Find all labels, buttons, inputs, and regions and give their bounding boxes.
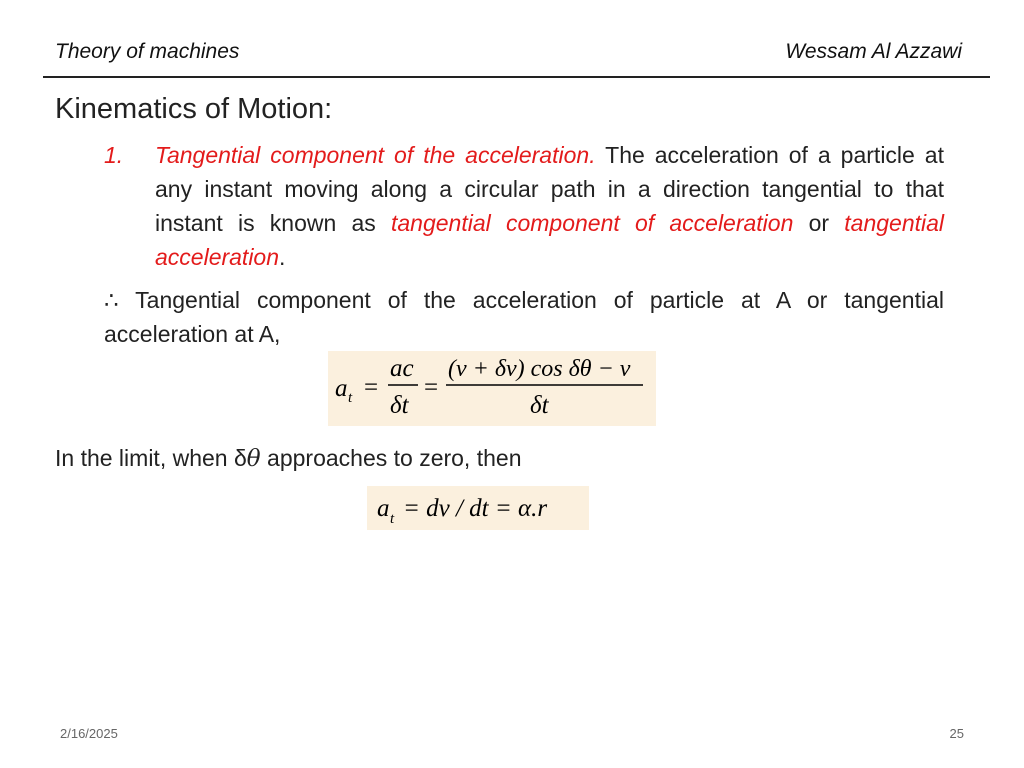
f1-eq2: = — [424, 374, 439, 401]
formula1-graphic — [328, 351, 656, 426]
f1-t: t — [348, 390, 353, 406]
course-title: Theory of machines — [55, 40, 240, 63]
limit-text — [55, 441, 521, 476]
slide-title: Kinematics of Motion: — [55, 93, 333, 125]
author-name: Wessam Al Azzawi — [785, 40, 962, 63]
f1-numerator: (v + δv) cos δθ − v — [448, 356, 631, 382]
tangential-acceleration-formula — [328, 351, 656, 426]
formula2-graphic — [367, 486, 589, 530]
f2-t: t — [390, 511, 395, 527]
f2-a: a — [377, 495, 390, 522]
item-paragraph — [155, 138, 944, 274]
term-period: . — [589, 142, 596, 168]
limit-text-post: approaches to zero, then — [260, 445, 522, 471]
theta-symbol: θ — [246, 446, 261, 472]
term: Tangential component of the acceleration — [155, 142, 590, 168]
f1-a: a — [335, 375, 348, 402]
limit-formula — [367, 486, 589, 530]
f1-ac: ac — [390, 355, 414, 382]
highlight-term-2: tangential acceleration — [155, 210, 945, 270]
list-number: 1. — [104, 142, 124, 168]
or-text: or — [793, 210, 845, 236]
f1-eq1: = — [364, 374, 379, 401]
limit-text-pre: In the limit, when δ — [55, 445, 247, 471]
therefore-paragraph: ∴ Tangential component of the acceleration of particle at A or tangential acceleration at A, — [104, 287, 944, 347]
highlight-term-1: tangential component of acceleration — [391, 210, 794, 236]
f1-dt2: δt — [530, 392, 549, 419]
f1-dt1: δt — [390, 392, 409, 419]
f2-rhs: = dv / dt = α.r — [403, 495, 548, 522]
page-number: 25 — [949, 726, 964, 741]
end-period: . — [279, 244, 286, 270]
definition-text: The acceleration of a particle at any instant moving along a circular path in a direction tangential to that instant is known as — [155, 142, 944, 236]
slide-date: 2/16/2025 — [60, 726, 118, 741]
header-divider — [43, 76, 990, 78]
